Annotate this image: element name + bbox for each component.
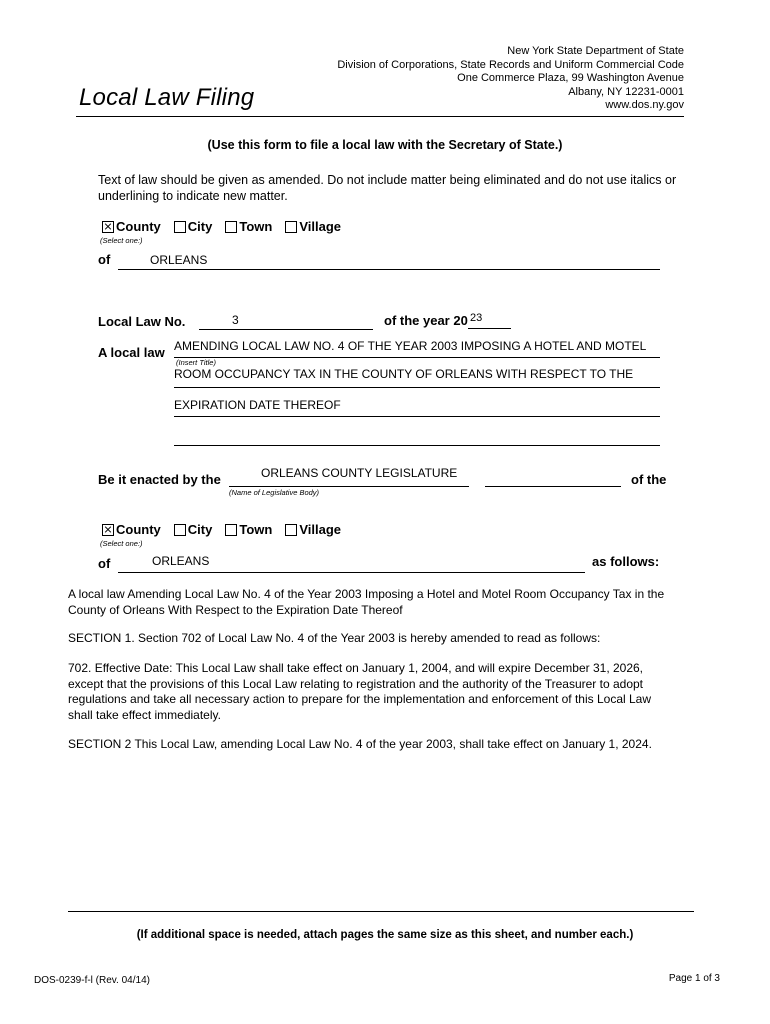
- additional-space-note: (If additional space is needed, attach pages the same size as this sheet, and number each.): [136, 929, 634, 941]
- of-label: of: [98, 556, 111, 571]
- select-one-note: (Select one:): [100, 539, 143, 548]
- law-text-section-1: SECTION 1. Section 702 of Local Law No. 4 of the Year 2003 is hereby amended to read as follows:: [68, 631, 601, 645]
- local-law-no-label: Local Law No.: [98, 314, 186, 329]
- select-one-note: (Select one:): [100, 236, 143, 245]
- option-label: Village: [299, 219, 342, 234]
- title-line-2[interactable]: ROOM OCCUPANCY TAX IN THE COUNTY OF ORLEANS WITH RESPECT TO THE: [174, 367, 634, 381]
- local-law-no-underline: [199, 329, 373, 330]
- title-underline-4: [174, 445, 660, 446]
- option-county[interactable]: [102, 522, 161, 537]
- legislative-body-note: (Name of Legislative Body): [229, 488, 320, 497]
- county-checkbox[interactable]: [102, 221, 114, 233]
- municipality-name-field[interactable]: ORLEANS: [150, 253, 208, 267]
- village-checkbox[interactable]: [285, 524, 297, 536]
- local-law-title-label: A local law: [98, 345, 165, 360]
- address-line: Division of Corporations, State Records and Uniform Commercial Code: [337, 58, 684, 71]
- option-label: City: [187, 522, 213, 537]
- title-underline-3: [174, 416, 660, 417]
- option-label: Town: [239, 522, 273, 537]
- municipality-name-underline-2: [118, 572, 585, 573]
- legislative-body-field[interactable]: ORLEANS COUNTY LEGISLATURE: [261, 466, 458, 480]
- form-number: DOS-0239-f-l (Rev. 04/14): [34, 975, 150, 986]
- law-text-section-702: 702. Effective Date: This Local Law shall take effect on January 1, 2004, and will expire December 31, 2026, except that the provisions of this Local Law relating to registration and the authority of the Treasurer to adopt regulations and take all necessary action to prepare for the implementation and enforcement of this Local Law shall take effect immediately.: [68, 661, 652, 722]
- address-line: New York State Department of State: [507, 45, 684, 57]
- address-line: One Commerce Plaza, 99 Washington Avenue: [457, 72, 684, 85]
- option-county[interactable]: [102, 219, 161, 234]
- option-label: Village: [299, 522, 342, 537]
- option-village[interactable]: [285, 219, 341, 234]
- option-town[interactable]: [225, 219, 272, 234]
- law-text-title: A local law Amending Local Law No. 4 of the Year 2003 Imposing a Hotel and Motel Room Occupancy Tax in the County of Orleans With Respect to the Expiration Date Thereof: [68, 587, 665, 617]
- legislative-body-underline-2: [485, 486, 621, 487]
- title-line-1[interactable]: AMENDING LOCAL LAW NO. 4 OF THE YEAR 2003 IMPOSING A HOTEL AND MOTEL: [174, 339, 647, 353]
- option-label: Town: [239, 219, 273, 234]
- agency-address: [337, 45, 684, 113]
- footer-divider: [68, 911, 694, 912]
- of-label: of: [98, 252, 111, 267]
- town-checkbox[interactable]: [225, 221, 237, 233]
- address-line: www.dos.ny.gov: [605, 99, 684, 112]
- as-follows-label: as follows:: [592, 554, 660, 569]
- year-underline: [468, 328, 511, 329]
- law-text-section-2: SECTION 2 This Local Law, amending Local Law No. 4 of the year 2003, shall take effect on January 1, 2024.: [68, 737, 652, 751]
- city-checkbox[interactable]: [174, 524, 186, 536]
- city-checkbox[interactable]: [174, 221, 186, 233]
- year-field[interactable]: 23: [470, 312, 483, 324]
- address-line: Albany, NY 12231-0001: [568, 85, 684, 98]
- form-title: Local Law Filing: [79, 84, 255, 111]
- of-the-label: of the: [631, 472, 667, 487]
- option-town[interactable]: [225, 522, 272, 537]
- option-label: County: [116, 219, 161, 234]
- municipality-name-underline: [118, 269, 660, 270]
- insert-title-note: (Insert Title): [176, 358, 216, 367]
- enacted-by-label: Be it enacted by the: [98, 472, 221, 487]
- option-label: County: [116, 522, 161, 537]
- form-subtitle: (Use this form to file a local law with the Secretary of State.): [207, 138, 563, 152]
- local-law-no-field[interactable]: 3: [232, 313, 239, 327]
- county-checkbox[interactable]: [102, 524, 114, 536]
- title-underline-1: [174, 357, 660, 358]
- option-city[interactable]: [174, 219, 213, 234]
- town-checkbox[interactable]: [225, 524, 237, 536]
- title-underline-2: [174, 387, 660, 388]
- municipality-type-group-1: [102, 219, 354, 234]
- page-number: Page 1 of 3: [668, 973, 720, 984]
- year-label: of the year 20: [384, 313, 468, 328]
- village-checkbox[interactable]: [285, 221, 297, 233]
- municipality-name-field-2[interactable]: ORLEANS: [152, 554, 210, 568]
- instructions-text: Text of law should be given as amended. Do not include matter being eliminated and do not use italics or underlining to indicate new matter.: [98, 173, 677, 203]
- option-city[interactable]: [174, 522, 213, 537]
- title-line-3[interactable]: EXPIRATION DATE THEREOF: [174, 398, 341, 412]
- option-label: City: [187, 219, 213, 234]
- municipality-type-group-2: [102, 522, 354, 537]
- legislative-body-underline: [229, 486, 469, 487]
- header-divider: [76, 116, 684, 117]
- option-village[interactable]: [285, 522, 341, 537]
